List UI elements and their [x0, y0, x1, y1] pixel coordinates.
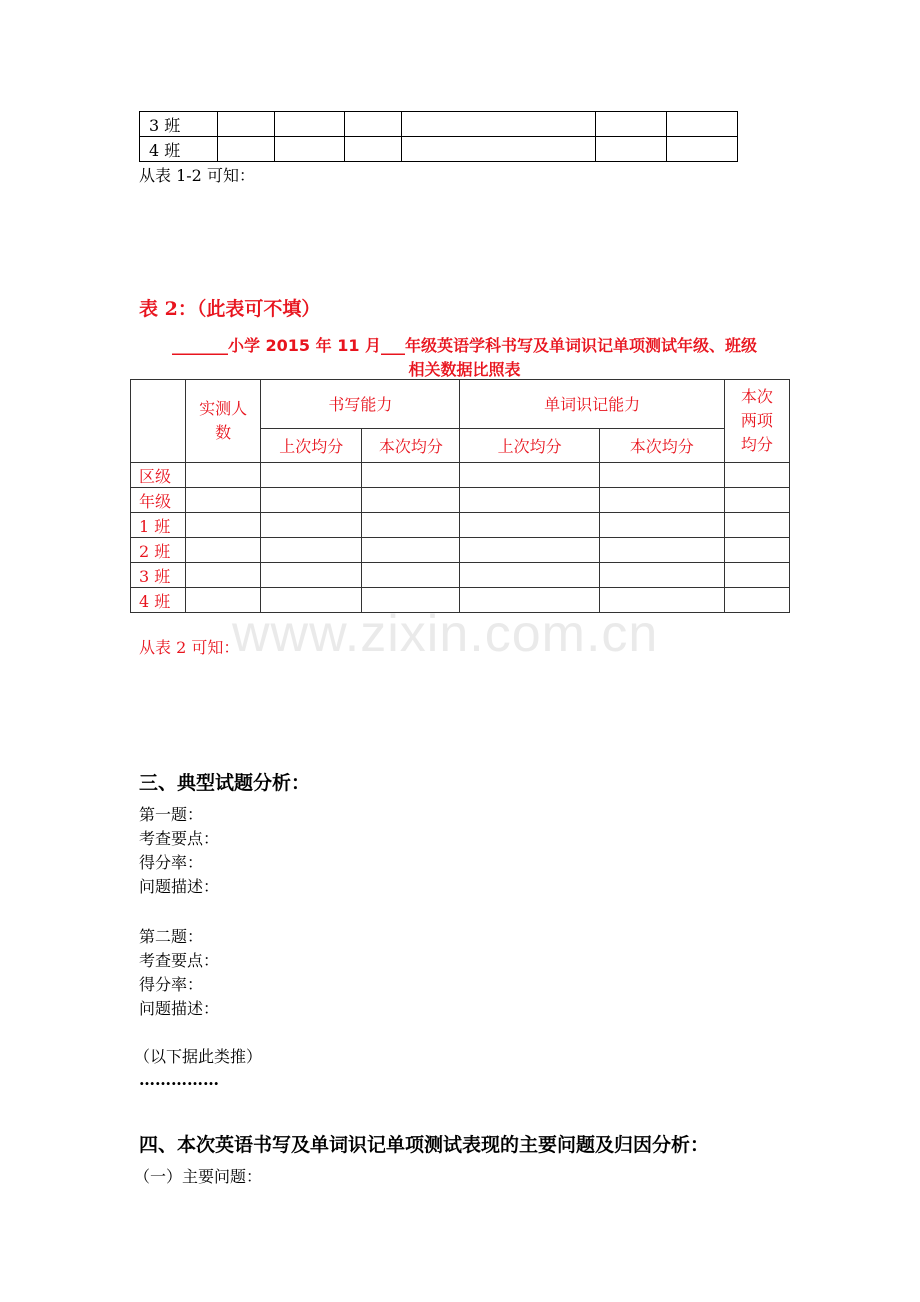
table-cell: [186, 538, 261, 563]
table-cell: [599, 463, 724, 488]
question2-problem: 问题描述：: [139, 999, 220, 1018]
table-cell: [460, 563, 599, 588]
section3-heading: 三、典型试题分析：: [139, 772, 311, 794]
question1-block: [139, 803, 219, 899]
row-label: 区级: [131, 463, 186, 488]
etc-note: （以下据此类推）: [134, 1047, 263, 1066]
row-label: 2 班: [131, 538, 186, 563]
table-cell: [724, 513, 789, 538]
writing-this-avg: 本次均分: [362, 428, 460, 462]
table-cell: [261, 513, 362, 538]
header-count-label: 实测人数: [199, 399, 248, 442]
table-cell: [667, 112, 738, 137]
table-cell: [218, 137, 275, 162]
table-cell: [599, 488, 724, 513]
question1-key-points: 考查要点：: [139, 829, 220, 848]
table2-body: [131, 463, 790, 613]
table-row: [131, 538, 790, 563]
table-cell: [186, 463, 261, 488]
table1-conclusion: 从表 1-2 可知：: [139, 166, 255, 185]
table-cell: [402, 112, 596, 137]
table-cell: [362, 488, 460, 513]
question1-score-rate: 得分率：: [139, 853, 204, 872]
table2-title-line1: _______小学 2015 年 11 月___年级英语学科书写及单词识记单项测试年级、班级: [171, 336, 758, 355]
question1-title: 第一题：: [139, 805, 204, 824]
table-cell: [724, 463, 789, 488]
table2-conclusion: 从表 2 可知：: [139, 638, 240, 657]
writing-last-avg: 上次均分: [261, 428, 362, 462]
question2-title: 第二题：: [139, 927, 204, 946]
table-cell: [724, 563, 789, 588]
table-row: [131, 488, 790, 513]
table-cell: [275, 137, 345, 162]
table-row: [131, 463, 790, 488]
table-cell: [261, 463, 362, 488]
table-cell: [460, 463, 599, 488]
row-label: 年级: [131, 488, 186, 513]
table-cell: [596, 112, 667, 137]
question2-score-rate: 得分率：: [139, 975, 204, 994]
table-cell: [362, 513, 460, 538]
table-cell: [460, 488, 599, 513]
header-writing: 书写能力: [261, 380, 460, 429]
header-total: [724, 380, 789, 463]
table-row: [140, 112, 738, 137]
table-cell: [345, 112, 402, 137]
header-count: [186, 380, 261, 463]
row-label: 3 班: [131, 563, 186, 588]
table2-title-line2: 相关数据比照表: [408, 360, 521, 379]
watermark: www.zixin.com.cn: [232, 605, 659, 663]
table-cell: [275, 112, 345, 137]
question1-problem: 问题描述：: [139, 877, 220, 896]
table-cell: [362, 463, 460, 488]
table-row: [131, 563, 790, 588]
table-cell: [460, 513, 599, 538]
table-cell: [724, 588, 789, 613]
table-cell: [460, 538, 599, 563]
table-cell: [218, 112, 275, 137]
table-cell: [261, 563, 362, 588]
question2-block: [139, 925, 219, 1021]
table-cell: [667, 137, 738, 162]
table-row: [131, 513, 790, 538]
table-cell: [345, 137, 402, 162]
table-cell: [362, 538, 460, 563]
table-cell: [186, 563, 261, 588]
table-cell: [261, 538, 362, 563]
row-label: 1 班: [131, 513, 186, 538]
table-cell: [596, 137, 667, 162]
comparison-table-2: [130, 379, 790, 613]
row-label: 4 班: [131, 588, 186, 613]
table-cell: [402, 137, 596, 162]
corner-cell: [131, 380, 186, 463]
row-label: 3 班: [140, 112, 218, 137]
table2-caption: 表 2：（此表可不填）: [139, 298, 321, 320]
table-row: [140, 137, 738, 162]
table-header-row: [131, 380, 790, 429]
table-cell: [599, 563, 724, 588]
table-cell: [599, 513, 724, 538]
section4-heading: 四、本次英语书写及单词识记单项测试表现的主要问题及归因分析：: [139, 1134, 710, 1156]
table-cell: [186, 488, 261, 513]
class-score-table-1: [139, 111, 738, 162]
vocab-this-avg: 本次均分: [599, 428, 724, 462]
table-cell: [362, 563, 460, 588]
header-total-label: 本次两项均分: [740, 387, 773, 454]
vocab-last-avg: 上次均分: [460, 428, 599, 462]
table-cell: [599, 538, 724, 563]
question2-key-points: 考查要点：: [139, 951, 220, 970]
ellipsis: ……………: [139, 1070, 219, 1089]
row-label: 4 班: [140, 137, 218, 162]
table-cell: [186, 513, 261, 538]
table-cell: [724, 538, 789, 563]
header-vocab: 单词识记能力: [460, 380, 724, 429]
section4-sub1: （一）主要问题：: [134, 1167, 263, 1186]
table-cell: [261, 488, 362, 513]
table-cell: [724, 488, 789, 513]
